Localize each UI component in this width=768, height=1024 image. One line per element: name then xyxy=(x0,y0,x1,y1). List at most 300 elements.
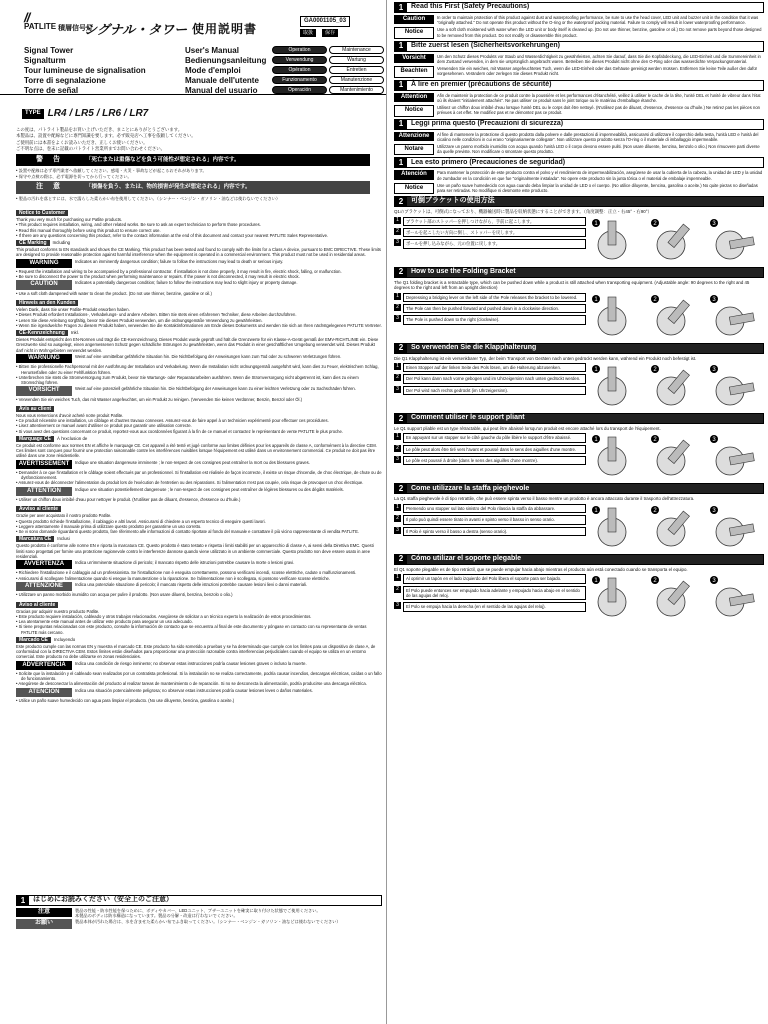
step-number: 3 xyxy=(394,239,401,246)
step-item xyxy=(394,433,586,442)
list-item: • Verwenden Sie ein weiches Tuch, das mit Wasser angefeuchtet, um ein Produkt zu reinigen. (Verwenden Sie keinen Verdünner, Benzin, Benzol oder Öl.) xyxy=(16,397,382,402)
manual-title: Manual del usuario xyxy=(185,86,258,95)
bracket-intro: The Q1 folding bracket is a retractable type, which can be pushed down while a product is still attached when transporting equipment. (Adjustable angle: 90 degrees to the right and 45 degrees to the right and left from an upright direction) xyxy=(394,279,750,291)
section-header xyxy=(394,413,764,424)
multilingual-notices xyxy=(16,208,382,705)
caution-box xyxy=(16,487,382,496)
step-number: 3 xyxy=(394,386,401,393)
caution-text: Para mantener la protección de este producto contra el polvo y el rendimiento de impermeabilización, asegúrese de usar la cubierta de la cabeza, la unidad de LED y la unidad de zumbador en la condición en que fue "originalmente instalada". No opere este producto sin la junta tórica o el material de embalaje impermeable. xyxy=(437,170,763,181)
step-number: 1 xyxy=(394,363,401,370)
ce-text: Questo prodotto è conforme alle norme EN e riporta la marcatura CE. Questo prodotto è stato testato e rispetta i limiti stabiliti per un apparecchio di classe A, ai sensi della Direttiva EMC. Questi limiti sono progettati per fornire una protezione ragionevole contro le interferenze dannose quando viene utilizzato in un ambiente commerciale. Questo prodotto non deve essere usato in aree residenziali. xyxy=(16,543,374,559)
patlite-logo: PATLITE xyxy=(24,22,57,31)
bracket-figure-1 xyxy=(590,504,646,552)
bracket-figure-2 xyxy=(649,363,705,411)
notice-label: Notice xyxy=(394,105,434,116)
bracket-figure xyxy=(649,504,705,552)
manual-title: User's Manual xyxy=(185,46,239,55)
step-list xyxy=(394,217,586,251)
warning-text: 「死亡または重傷などを負う可能性が想定される」内容です。 xyxy=(86,156,240,163)
bracket-figure-3 xyxy=(708,574,764,622)
notice-list xyxy=(16,222,382,238)
language-block-de xyxy=(16,298,382,402)
list-item: • 保守や点検の際は、必ず電源を切ってから行ってください。 xyxy=(16,174,370,179)
caution-box xyxy=(394,170,764,180)
caution-label: Attenzione xyxy=(394,132,434,141)
bracket-figure xyxy=(590,433,646,481)
section-number: 1 xyxy=(395,119,407,129)
bracket-figure-1 xyxy=(590,433,646,481)
ce-heading: Marcatura CE xyxy=(16,536,54,542)
product-name: Tour lumineuse de signalisation xyxy=(24,66,146,75)
notice-label: Notice xyxy=(394,27,434,38)
pill-maintenance: Mantenimiento xyxy=(329,86,384,94)
caution-box xyxy=(16,386,382,395)
section-number: 1 xyxy=(395,3,407,13)
step-list xyxy=(394,293,586,327)
bracket-instructions xyxy=(390,196,768,622)
step-item xyxy=(394,293,586,302)
step-list xyxy=(394,504,586,538)
step-text: Der Pol wird nach rechts gedrückt (im Uhrzeigersinn). xyxy=(403,386,586,395)
jp-warning-band xyxy=(16,154,370,167)
pill-operation: Verwendung xyxy=(272,56,327,64)
list-item: • Si vous avez des questions concernant ce produit, reportez-vous aux coordonnées figurant à la fin de ce manuel et contactez le représentant de vente PATLITE le plus proche. xyxy=(16,429,382,434)
caution-text: In order to maintain protection of this product against dust and waterproofing performance, be sure to use the head cover, LED unit and buzzer unit in the condition that it was "originally attached." Do not operate this product without the O-ring or the waterproof packing material. Failure to comply will result in lower waterproofing performance. xyxy=(437,15,759,26)
step-text: ポールを起こしたい方向に倒し、ストッパーを戻します。 xyxy=(403,228,586,237)
bracket-figure xyxy=(708,217,764,265)
caution-text: Um den Schutz dieses Produkts vor Staub und Wasserdichtigkeit zu gewährleisten, achten Sie darauf, dass Sie die Kopfabdeckung, die LED-Einheit und die Summereinheit in dem Zustand verwenden, in dem sie ursprünglich angebracht waren. Betreiben Sie dieses Produkt nicht ohne den O-Ring oder das wasserdichte Verpackungsmaterial. xyxy=(437,53,761,65)
caution-label: VORSICHT xyxy=(16,386,72,395)
list-item: • Utiliser un chiffon doux imbibé d'eau pour nettoyer le produit. (N'utiliser pas de diluant, d'essence, d'essence ou d'huile.) xyxy=(16,497,382,502)
bracket-figure xyxy=(590,217,646,265)
jp-intro xyxy=(0,127,386,201)
list-item: • Be sure to disconnect the power to the product when performing maintenance or repairs. If the power is not disconnected, it may result in electric shock. xyxy=(16,274,382,279)
tag-badge: 保存 xyxy=(322,29,338,37)
notice-label: Notare xyxy=(394,144,434,155)
list-item: • 設置や配線は必ず専門業者へ依頼してください。感電・火災・事故などが起こるおそれがあります。 xyxy=(16,168,370,173)
bracket-figure-3 xyxy=(708,363,764,411)
svg-text:1: 1 xyxy=(594,220,598,227)
warning-desc: Indica una condición de riesgo inminente; no observar estas instrucciones podría causar lesiones graves o incluso la muerte. xyxy=(75,660,307,666)
step-text: The Pole can then be pushed forward and pushed down in a clockwise direction. xyxy=(403,304,586,313)
notice-list xyxy=(16,519,382,535)
manual-title: Manuale dell'utente xyxy=(185,76,259,85)
bracket-figures xyxy=(590,433,764,481)
jp-manual-title: 使用説明書 xyxy=(192,22,258,36)
section-header xyxy=(394,157,764,168)
section-number: 2 xyxy=(395,554,407,564)
type-models: LR4 / LR5 / LR6 / LR7 xyxy=(47,108,149,119)
warning-label: AVVERTENZA xyxy=(16,560,72,569)
section-number: 1 xyxy=(395,80,407,90)
section-number: 1 xyxy=(395,41,407,51)
bracket-intro: El Q1 soporte plegable es de tipo retráctil, que se puede empujar hacia abajo mientras el producto aún está conectado cuando se transporta el equipo. xyxy=(394,566,688,572)
warning-label: WARNUNG xyxy=(16,354,72,363)
language-block-it xyxy=(16,504,382,597)
manual-titles xyxy=(185,46,266,96)
doc-number: GA0001105_03 xyxy=(300,16,350,27)
notice-text: Grazie per aver acquistato il nostro prodotto Patlite. xyxy=(16,513,112,519)
warning-desc: Indicates an imminently dangerous condition; failure to follow the instructions may lead to death or serious injury. xyxy=(75,258,284,264)
list-item: • Request the installation and wiring to be accompanied by a professional contractor. If installation is not done properly, it may result in fire, electric shock, falling, or malfunction. xyxy=(16,269,382,274)
section-header xyxy=(394,343,764,354)
step-text: Il polo può quindi essere tirato in avanti e spinto verso il basso in senso orario. xyxy=(403,515,586,524)
caution-box xyxy=(394,132,764,142)
bracket-figure-3 xyxy=(708,293,764,341)
step-item xyxy=(394,315,586,324)
pill-operation: Operation xyxy=(272,46,327,54)
step-number: 2 xyxy=(394,445,401,452)
warning-desc: Indique une situation dangereuse imminente ; le non-respect de ces consignes peut entraîner la mort ou des blessures graves. xyxy=(75,459,310,465)
section-title: Comment utiliser le support pliant xyxy=(411,414,525,422)
section-title: Read this First (Safety Precautions) xyxy=(411,3,530,11)
step-item xyxy=(394,456,586,465)
bracket-figure-2 xyxy=(649,293,705,341)
manual-title: Mode d'emploi xyxy=(185,66,241,75)
caution-box xyxy=(16,688,382,697)
notice-list xyxy=(16,312,382,328)
list-item: • Se vi sono domande riguardanti questo prodotto, fare riferimento alle informazioni di contatto riportate al fondo del manuale e contattare il più vicino rappresentante di vendita PATLITE. xyxy=(16,529,382,534)
notice-heading: Notice to Customer xyxy=(16,210,68,216)
step-text: Premendo uno stopper sul lato sinistro del Polo rilascia la staffa da abbassare. xyxy=(403,504,586,513)
ce-heading-row xyxy=(16,328,382,337)
list-item: • Asegúrese de desconectar la alimentación del producto al realizar tareas de mantenimiento o de reparación. Si no se desconecta la alimentación, podría producirse una descarga eléctrica. xyxy=(16,681,382,686)
safety-section xyxy=(394,119,764,156)
list-item: • Unterbrechen Sie stets die Stromversorgung zum Produkt, bevor Sie Wartungs- oder Reparaturarbeiten ausführen. Wenn die Stromversorgung nicht abgetrennt ist, kann dies zu einem Stromschlag führen. xyxy=(16,375,382,385)
warning-desc: Weist auf eine unmittelbar gefährliche Situation hin. Die Nichtbefolgung der Anweisungen kann zum Tod oder zu schweren Verletzungen führen. xyxy=(75,353,342,359)
caution-box xyxy=(394,54,764,64)
bracket-figure xyxy=(590,574,646,622)
step-text: El Polo se empuja hacia la derecha (en el sentido de las agujas del reloj). xyxy=(403,602,586,611)
step-number: 1 xyxy=(394,293,401,300)
list-item: • Assicurarsi di scollegare l'alimentazione quando si esegue la manutenzione o la riparazione. Se l'alimentazione non è scollegata, si possono verificare scosse elettriche. xyxy=(16,576,382,581)
ce-text: Ce produit est conforme aux normes EN et affiche le marquage CE. Cet appareil a été testé et jugé conforme aux limites définies pour les appareils de classe A, conformément à la directive CEM. Ces limites sont conçues pour fournir une protection raisonnable contre les interférences nuisibles lorsque l'équipement est utilisé dans un environnement commercial. Ce produit ne doit pas être utilisé dans une zone résidentielle. xyxy=(16,442,377,459)
notice-text: Vielen Dank, dass Sie unser Patlite-Produkt erworben haben. xyxy=(16,307,130,313)
warning-list xyxy=(16,470,382,486)
intro-line: この度は、パトライト製品をお買い上げいただき、まことにありがとうございます。 xyxy=(16,127,183,132)
list-item: • Lisez attentivement ce manuel avant d'utiliser ce produit pour garantir une utilisation correcte. xyxy=(16,423,382,428)
warning-box xyxy=(16,460,382,469)
ce-heading: Marcado CE xyxy=(16,637,51,643)
pill-operation: Opération xyxy=(272,66,327,74)
step-text: Le pôle peut alors être tiré vers l'avant et poussé dans le sens des aiguilles d'une montre. xyxy=(403,445,586,454)
type-bar xyxy=(22,108,148,120)
bracket-figures xyxy=(590,217,764,265)
section-title: Leggi prima questo (Precauzioni di sicurezza) xyxy=(411,119,564,127)
caution-list xyxy=(16,497,382,502)
bracket-figure xyxy=(708,363,764,411)
step-number: 1 xyxy=(394,574,401,581)
caution-label: ATTENTION xyxy=(16,487,72,496)
list-item: • If there are any questions concerning this product, refer to the contact information at the end of this document and contact your nearest PATLITE Sales Representative. xyxy=(16,233,382,238)
caution-label: 注意 xyxy=(16,908,72,917)
step-item xyxy=(394,386,586,395)
ce-text: This product conforms to EN standards and shows the CE Marking. This product has been tested and found to comply with the limits for a Class A device, pursuant to EMC DIRECTIVE. These limits are designed to provide reasonable protection against harmful interference when the equipment is operated in a commercial environment. This product must not be used in residential areas. xyxy=(16,247,382,258)
section-title: Bitte zuerst lesen (Sicherheitsvorkehrungen) xyxy=(411,42,560,49)
step-list xyxy=(394,574,586,613)
notice-text: Gracias por adquirir nuestro producto Patlite. xyxy=(16,608,100,614)
jp-title: シグナル・タワー xyxy=(84,22,188,37)
notice-text: Nous vous remercions d'avoir acheté notre produit Patlite. xyxy=(16,412,124,418)
intro-line: ご不明な点は、巻末に記載のパトライト営業所までお問い合わせください。 xyxy=(16,146,166,152)
caution-box xyxy=(394,93,764,103)
bracket-figure xyxy=(708,504,764,552)
jp-caution-box xyxy=(16,908,382,918)
bracket-section xyxy=(394,343,764,411)
notice-text: Verwenden Sie ein weiches, mit Wasser angefeuchtetes Tuch, wenn die LED-Einheit oder das Gehäuse gereinigt werden müssen. Entfernen Sie keine Teile außer den dafür vorgesehenen. Verändern oder zerlegen Sie dieses Produkt nicht. xyxy=(437,66,758,77)
caution-text: 製品の性能・防水性能を保つために、ボディやカバー、LEDユニット、ブザーユニットを確実に取り付けた状態でご使用ください。 xyxy=(75,908,321,913)
step-item xyxy=(394,445,586,454)
ce-heading-row xyxy=(16,635,382,644)
list-item: • Si tiene preguntas relacionadas con este producto, consulte la información de contacto que se encuentra al final de este documento y póngase en contacto con su representante de ventas PATLITE más cercano. xyxy=(16,624,382,634)
caution-label: 注 意 xyxy=(36,182,64,190)
ce-text: Dieses Produkt entspricht den EN-Normen und trägt die CE-Kennzeichnung. Dieses Produkt wurde geprüft und hält die Grenzwerte für ein Klasse-A-Gerät gemäß der EMV-RICHTLINIE ein. Diese Grenzwerte sind so ausgelegt, einen angemessenen Schutz gegen schädliche Störungen zu gewährleisten, wenn das Produkt in einer geschäftlichen Umgebung verwendet wird. Dieses Produkt darf nicht in Wohngebieten verwendet werden. xyxy=(16,337,379,353)
section-header xyxy=(394,483,764,494)
step-item xyxy=(394,527,586,536)
list-item: • 製品の汚れを落とすには、水で濡らした柔らかい布を使用してください。（シンナー・ベンジン・ガソリン・油などは使わないでください） xyxy=(16,196,370,201)
step-list xyxy=(394,433,586,467)
section-header xyxy=(394,2,764,13)
list-item: • Dieses Produkt erfordert Installations-, Verkabelungs- und andere Arbeiten. Bitten Sie stets einen erfahrenen Techniker, diese Arbeiten durchzuführen. xyxy=(16,312,382,317)
section-title: 可倒ブラケットの使用方法 xyxy=(411,197,495,205)
step-text: Le pôle est poussé à droite (dans le sens des aiguilles d'une montre). xyxy=(403,456,586,465)
step-number: 2 xyxy=(394,304,401,311)
step-item xyxy=(394,217,586,226)
caution-box xyxy=(394,15,764,25)
step-item xyxy=(394,374,586,383)
bracket-figure-3 xyxy=(708,217,764,265)
section-title: はじめにお読みください（安全上のご注意） xyxy=(33,896,173,904)
bracket-figure xyxy=(708,293,764,341)
bracket-figure xyxy=(590,504,646,552)
intro-line: 本製品は、設置や配線などに専門知識を要します。必ず販売店へ工事を依頼してください。 xyxy=(16,133,196,139)
section-header xyxy=(394,119,764,130)
jp-caution-band xyxy=(16,181,370,194)
pill-operation: Operación xyxy=(272,86,327,94)
warning-list xyxy=(16,671,382,687)
notice-heading: Avis au client xyxy=(16,406,54,412)
jp-warning-list xyxy=(16,168,370,178)
section-header xyxy=(16,895,382,906)
bracket-figure xyxy=(649,217,705,265)
jp-caution-list xyxy=(16,196,370,201)
warning-list xyxy=(16,364,382,385)
step-item xyxy=(394,515,586,524)
notice-box xyxy=(394,66,764,77)
intro-line: ご使用前には本書をよくお読みいただき、正しくお使いください。 xyxy=(16,139,148,145)
jp-product-type: 積層信号灯 xyxy=(58,25,93,32)
bracket-figure-1 xyxy=(590,293,646,341)
caution-desc: Indicates a potentially dangerous condition; failure to follow the instructions may lead to slight injury or property damage. xyxy=(75,280,298,286)
svg-text:3: 3 xyxy=(712,578,716,585)
ce-heading: CE Marking xyxy=(16,240,50,246)
manual-title: Bedienungsanleitung xyxy=(185,56,267,65)
step-number: 1 xyxy=(394,504,401,511)
step-number: 2 xyxy=(394,374,401,381)
bracket-intro: Q1のブラケットは、可倒式になっており、機器輸送時に製品を収納状態にすることができます。（角度調整：正立・右45°・右90°） xyxy=(394,209,652,215)
section-number: 2 xyxy=(395,484,407,494)
warning-box xyxy=(16,354,382,363)
svg-text:1: 1 xyxy=(594,437,598,444)
step-number: 2 xyxy=(394,515,401,522)
step-list xyxy=(394,363,586,397)
warning-label: 警 告 xyxy=(36,155,64,163)
notice-list xyxy=(16,418,382,434)
jp-notice-box xyxy=(16,919,382,928)
list-item: • This product requires installation, wiring, and other related works. Be sure to ask an expert technician to perform those procedures. xyxy=(16,222,382,227)
step-item xyxy=(394,586,586,601)
caution-box xyxy=(16,582,382,591)
safety-section xyxy=(394,2,764,39)
caution-desc: Indica una situación potencialmente peligrosa; no observar estas instrucciones podría causar lesiones leves o daños materiales. xyxy=(75,687,313,693)
pill-maintenance: Maintenance xyxy=(329,46,384,54)
caution-text: Afin de maintenir la protection de ce produit contre la poussière et les performances d'étanchéité, veillez à utiliser le cache de la tête, l'unité DEL et l'unité de vibreur dans l'état où ils étaient "initialement attachés". Ne pas utiliser ce produit sans le joint torique ou le matériau d'emballage étanche. xyxy=(437,92,761,103)
step-text: Depressing a bridging lever on the left side of the Pole releases the bracket to be lowered. xyxy=(403,293,586,302)
product-name: Torre di segnalazione xyxy=(24,76,106,85)
bracket-figure xyxy=(649,574,705,622)
list-item: • Read this manual thoroughly before using this product to ensure correct use. xyxy=(16,228,382,233)
step-text: Einen Stopper auf der linken Seite des Pols lösen, um die Halterung abzusenken. xyxy=(403,363,586,372)
notice-list xyxy=(16,614,382,635)
bracket-row xyxy=(394,574,764,622)
section-header xyxy=(394,554,764,565)
ce-heading-row xyxy=(16,534,382,543)
caution-label: ATENCIÓN xyxy=(16,688,72,697)
bracket-section xyxy=(394,483,764,551)
product-name: Signal Tower xyxy=(24,46,74,55)
notice-text: Utilisez un chiffon doux imbibé d'eau lorsque l'unité DEL ou le corps doit être nettoyé. (N'utilisez pas de diluant, d'essence, d'essence ou d'huile.) Ne retirez pas les pièces non prévues à cet effet. Ne modifiez pas et ne démontez pas ce produit. xyxy=(437,105,760,116)
patlite-logo-mark: // xyxy=(24,10,30,25)
bracket-figure-1 xyxy=(590,217,646,265)
svg-text:1: 1 xyxy=(594,367,598,374)
step-text: ポールを押し込みながら、元の位置に戻します。 xyxy=(403,239,586,248)
pill-maintenance: Manutenzione xyxy=(329,76,384,84)
step-text: En appuyant sur un stopper sur le côté gauche du pôle libère le support d'être abaissé. xyxy=(403,433,586,442)
step-text: Il Polo è spinto verso il basso a destra (senso orario). xyxy=(403,527,586,536)
bracket-figures xyxy=(590,504,764,552)
step-item xyxy=(394,574,586,583)
section-header xyxy=(394,41,764,52)
product-names xyxy=(24,46,146,96)
warning-label: ADVERTENCIA xyxy=(16,661,72,670)
warning-label: WARNING xyxy=(16,259,72,268)
notice-label: Notice xyxy=(394,183,434,194)
bracket-figure xyxy=(649,293,705,341)
tag-badge: 取扱 xyxy=(300,29,316,37)
ce-heading-row xyxy=(16,238,382,247)
step-text: Der Pol kann dann nach vorne gebogen und im Uhrzeigersinn nach unten gedrückt werden. xyxy=(403,374,586,383)
ce-heading: CE-Kennzeichnung xyxy=(16,330,68,336)
bracket-figure xyxy=(590,363,646,411)
jp-safety-section xyxy=(16,893,382,930)
svg-text:1: 1 xyxy=(594,507,598,514)
svg-text:2: 2 xyxy=(653,296,657,303)
header xyxy=(0,0,386,95)
bracket-section xyxy=(394,196,764,264)
section-title: So verwenden Sie die Klapphalterung xyxy=(411,343,537,351)
step-number: 1 xyxy=(394,433,401,440)
caution-label: Attention xyxy=(394,93,434,102)
bracket-intro: Le Q1 support pliable est un type rétractable, qui peut être abaissé lorsqu'un produit est encore attaché lors du transport de l'équipement. xyxy=(394,426,661,432)
bracket-figure-2 xyxy=(649,217,705,265)
caution-label: Atención xyxy=(394,170,434,179)
ce-including: Incluyendo xyxy=(53,636,76,642)
safety-section xyxy=(394,80,764,117)
pill-operation: Funzionamento xyxy=(272,76,327,84)
notice-text: 製品本体が汚れた場合は、水を含ませた柔らかい布でふき取ってください。（シンナー・ベンジン・ガソリン・油などは使わないでください） xyxy=(75,919,341,925)
pill-maintenance: Entretien xyxy=(329,66,384,74)
step-item xyxy=(394,504,586,513)
bracket-figure-2 xyxy=(649,574,705,622)
warning-label: AVERTISSEMENT xyxy=(16,460,72,469)
caution-label: ATTENZIONE xyxy=(16,582,72,591)
caution-desc: Indique une situation potentiellement dangereuse ; le non-respect de ces consignes peut entraîner de légères blessures ou des dégâts matériels. xyxy=(75,486,344,492)
bracket-figure-1 xyxy=(590,574,646,622)
svg-text:2: 2 xyxy=(653,437,657,444)
notice-text: Utilizzare un panno morbido inumidito con acqua quando l'unità LED o il corpo devono essere puliti. (Non usare diluente, benzina, benzolo o olio.) Non rimuovere parti diverse da quelle previste. Non modificare o smontare questo prodotto. xyxy=(437,143,760,155)
step-text: El Polo puede entonces ser empujado hacia adelante y empujado hacia abajo en el sentido de las agujas del reloj. xyxy=(403,586,586,601)
bracket-figure-2 xyxy=(649,433,705,481)
svg-text:3: 3 xyxy=(712,437,716,444)
caution-list xyxy=(16,592,382,597)
warning-box xyxy=(16,661,382,670)
list-item: • Bitten Sie professionelle Fachpersonal mit der Ausführung der Installation und Verkabelung. Wenn die Installation nicht ordnungsgemäß ausgeführt wird, kann dies zu Feuer, elektrischem Schlag, Herunterfallen oder zu einer Fehlfunktion führen. xyxy=(16,364,382,374)
list-item: • Solicite que la instalación y el cableado sean realizados por un contratista profesional. Si la instalación no se realiza correctamente, podría causar incendios, descargas eléctricas, caídas o un fallo de funcionamiento. xyxy=(16,671,382,681)
caution-list xyxy=(16,397,382,402)
bracket-row xyxy=(394,293,764,341)
ce-heading: Marquage CE xyxy=(16,436,54,442)
section-title: À lire en premier (précautions de sécurité) xyxy=(411,80,552,88)
caution-text: 「損傷を負う、または、物的損害が発生が想定される」内容です。 xyxy=(86,183,251,190)
caution-text: Al fine di mantenere la protezione di questo prodotto dalla polvere e dalle prestazioni di impermeabilità, assicurarsi di utilizzare il coperchio della testa, l'unità LED e l'unità del cicalino nelle condizioni in cui erano "originariamente collegate". Non utilizzare questo prodotto senza l'O-ring o il materiale di imballaggio impermeabile. xyxy=(437,131,759,142)
section-title: How to use the Folding Bracket xyxy=(411,267,516,275)
step-text: The Pole is pushed down to the right (clockwise). xyxy=(403,315,586,324)
bracket-intro: Die Q1 Klapphalterung ist ein versenkbarer Typ, der beim Transport von Geräten nach unten gedrückt werden kann, während ein Produkt noch befestigt ist. xyxy=(394,355,697,361)
list-item: • Demander à ce que l'installation et le câblage soient effectués par un professionnel. Si l'installation est réalisée de façon incorrecte, il existe un risque d'incendie, de choc électrique, de chute ou de dysfonctionnement. xyxy=(16,470,382,480)
list-item: • Use a soft cloth dampened with water to clean the product. (Do not use thinner, benzine, gasoline or oil.) xyxy=(16,291,382,296)
step-number: 3 xyxy=(394,315,401,322)
bracket-figure xyxy=(590,293,646,341)
section-number: 2 xyxy=(395,414,407,424)
step-number: 2 xyxy=(394,586,401,593)
bracket-figure xyxy=(649,363,705,411)
svg-text:3: 3 xyxy=(712,367,716,374)
caution-label: CAUTION xyxy=(16,280,72,289)
section-header xyxy=(394,196,764,207)
svg-text:3: 3 xyxy=(712,507,716,514)
list-item: • Este producto requiere instalación, cableado y otros trabajos relacionados. Asegúrese de solicitar a un técnico experto la realización de estos procedimientos. xyxy=(16,614,382,619)
step-text: ブラケット部のストッパーを押しつけながら、手前に起こします。 xyxy=(403,217,586,226)
step-number: 3 xyxy=(394,602,401,609)
notice-heading: Avviso al cliente xyxy=(16,506,61,512)
notice-text: Use un paño suave humedecido con agua cuando deba limpiar la unidad de LED o el cuerpo. (No utilice diluyente, bencina, gasolina o aceite.) No quite piezas no diseñadas para ser retiradas. No modifique ni desmonte este producto. xyxy=(437,182,758,193)
caution-desc: Weist auf eine potenziell gefährliche Situation hin. Die Nichtbefolgung der Anweisungen kann zu einer leichten Verletzung oder zu Sachschäden führen. xyxy=(75,386,356,392)
step-item xyxy=(394,239,586,248)
language-block-fr xyxy=(16,404,382,502)
list-item: • Richiedere l'installazione e il cablaggio ad un professionista. Se l'installazione non è eseguita correttamente, possono verificarsi incendi, scosse elettriche, cadute o malfunzionamenti. xyxy=(16,570,382,575)
step-number: 3 xyxy=(394,456,401,463)
section-number: 1 xyxy=(17,896,29,906)
bracket-section xyxy=(394,267,764,341)
language-block-en xyxy=(16,208,382,296)
caution-box xyxy=(16,280,382,289)
caution-desc: Indica una potenziale situazione di pericolo; il mancato rispetto delle istruzioni potrebbe causare lesioni lievi o danni materiali. xyxy=(75,581,308,587)
step-item xyxy=(394,228,586,237)
step-number: 2 xyxy=(394,228,401,235)
list-item: • Lesen Sie diese Anleitung sorgfältig, bevor Sie dieses Produkt verwenden, um die ordnungsgemäße Verwendung zu gewährleisten. xyxy=(16,318,382,323)
pill-maintenance: Wartung xyxy=(329,56,384,64)
notice-box xyxy=(394,144,764,155)
